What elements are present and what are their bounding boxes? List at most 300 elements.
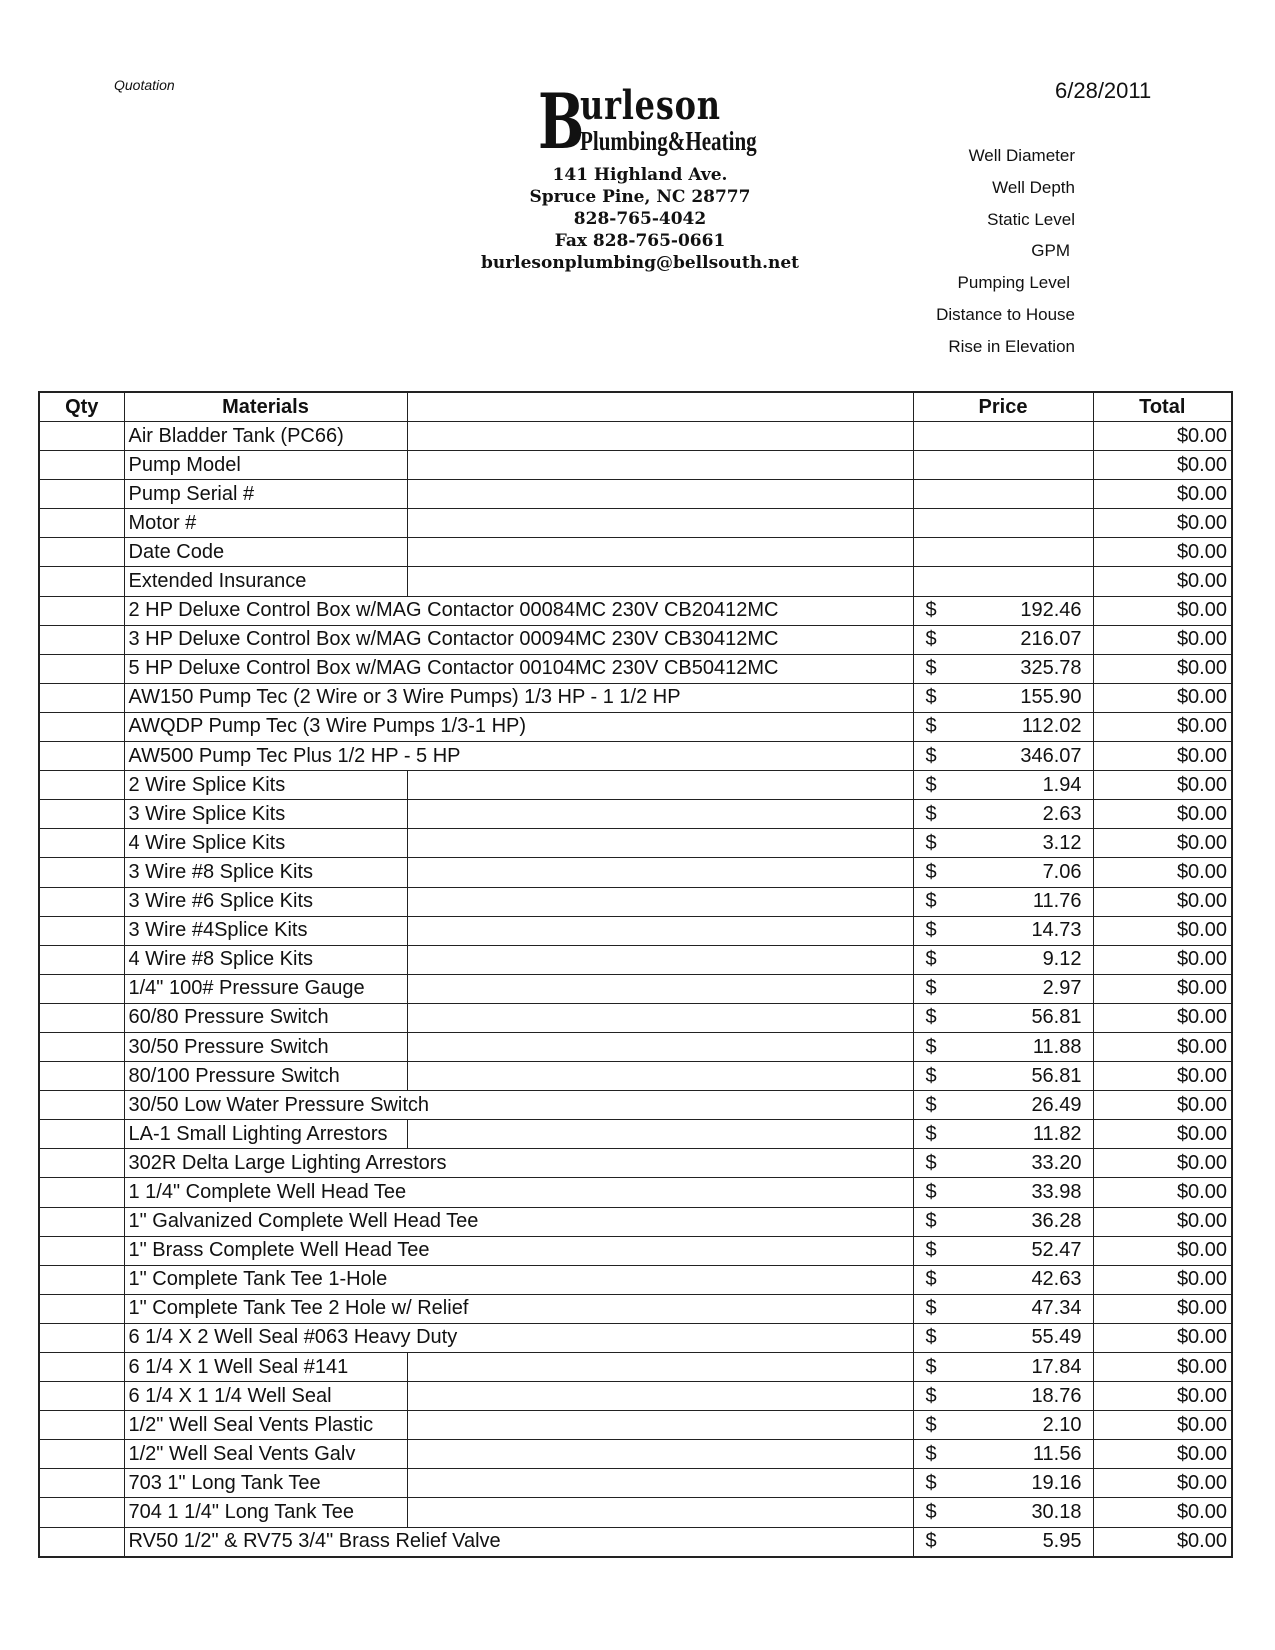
- price-amount: 7.06: [1042, 860, 1082, 883]
- notes-cell: [407, 887, 913, 916]
- material-cell: RV50 1/2" & RV75 3/4" Brass Relief Valve: [124, 1527, 913, 1557]
- price-cell: [913, 625, 1093, 654]
- qty-cell[interactable]: [39, 742, 124, 771]
- price-amount: 216.07: [1020, 628, 1082, 651]
- well-info-label: Well Diameter: [968, 146, 1075, 165]
- currency-symbol: $: [925, 948, 937, 971]
- notes-cell: [407, 1382, 913, 1411]
- total-cell: $0.00: [1093, 596, 1232, 625]
- price-amount: 33.98: [1031, 1180, 1082, 1203]
- notes-cell: [407, 1498, 913, 1527]
- price-cell: [913, 1469, 1093, 1498]
- table-row: [39, 1236, 1232, 1265]
- table-row: [39, 1527, 1232, 1557]
- notes-cell: [407, 1062, 913, 1091]
- table-row: [39, 1411, 1232, 1440]
- material-cell: 80/100 Pressure Switch: [124, 1062, 407, 1091]
- price-cell: [913, 1120, 1093, 1149]
- total-cell: $0.00: [1093, 1440, 1232, 1469]
- notes-cell: [407, 974, 913, 1003]
- total-cell: $0.00: [1093, 858, 1232, 887]
- material-cell: 302R Delta Large Lighting Arrestors: [124, 1149, 913, 1178]
- qty-cell[interactable]: [39, 1003, 124, 1032]
- total-cell: $0.00: [1093, 683, 1232, 712]
- price-amount: 17.84: [1031, 1355, 1082, 1378]
- material-cell: 1/4" 100# Pressure Gauge: [124, 974, 407, 1003]
- notes-cell: [407, 771, 913, 800]
- table-row: [39, 451, 1232, 480]
- material-cell: 704 1 1/4" Long Tank Tee: [124, 1498, 407, 1527]
- qty-cell[interactable]: [39, 1440, 124, 1469]
- table-row: [39, 538, 1232, 567]
- total-cell: $0.00: [1093, 1265, 1232, 1294]
- price-cell: [913, 683, 1093, 712]
- material-cell: 6 1/4 X 2 Well Seal #063 Heavy Duty: [124, 1323, 913, 1352]
- address-city: Spruce Pine, NC 28777: [529, 187, 751, 207]
- currency-symbol: $: [925, 715, 937, 738]
- price-cell: [913, 480, 1093, 509]
- material-cell: 3 Wire Splice Kits: [124, 800, 407, 829]
- qty-cell[interactable]: [39, 858, 124, 887]
- price-cell: [913, 1091, 1093, 1120]
- total-cell: $0.00: [1093, 712, 1232, 741]
- total-cell: $0.00: [1093, 1091, 1232, 1120]
- table-row: [39, 1294, 1232, 1323]
- material-cell: 4 Wire Splice Kits: [124, 829, 407, 858]
- currency-symbol: $: [925, 977, 937, 1000]
- material-cell: AWQDP Pump Tec (3 Wire Pumps 1/3-1 HP): [124, 712, 913, 741]
- material-cell: AW150 Pump Tec (2 Wire or 3 Wire Pumps) 1/3 HP - 1 1/2 HP: [124, 683, 913, 712]
- column-header-blank: [407, 392, 913, 422]
- qty-cell[interactable]: [39, 1382, 124, 1411]
- qty-cell[interactable]: [39, 1469, 124, 1498]
- price-amount: 42.63: [1031, 1268, 1082, 1291]
- total-cell: $0.00: [1093, 538, 1232, 567]
- qty-cell[interactable]: [39, 771, 124, 800]
- qty-cell[interactable]: [39, 538, 124, 567]
- material-cell: 30/50 Low Water Pressure Switch: [124, 1091, 913, 1120]
- price-cell: [913, 1353, 1093, 1382]
- currency-symbol: $: [925, 1180, 937, 1203]
- notes-cell: [407, 1469, 913, 1498]
- qty-cell[interactable]: [39, 1323, 124, 1352]
- price-cell: [913, 1323, 1093, 1352]
- well-info-list: [936, 145, 1075, 368]
- table-row: [39, 1440, 1232, 1469]
- material-cell: 1" Complete Tank Tee 2 Hole w/ Relief: [124, 1294, 913, 1323]
- price-cell: [913, 1003, 1093, 1032]
- notes-cell: [407, 800, 913, 829]
- currency-symbol: $: [925, 1297, 937, 1320]
- currency-symbol: $: [925, 919, 937, 942]
- notes-cell: [407, 567, 913, 596]
- table-row: [39, 422, 1232, 451]
- qty-cell[interactable]: [39, 596, 124, 625]
- total-cell: $0.00: [1093, 1207, 1232, 1236]
- price-amount: 2.10: [1042, 1413, 1082, 1436]
- price-cell: [913, 1382, 1093, 1411]
- qty-cell[interactable]: [39, 1207, 124, 1236]
- price-cell: [913, 1498, 1093, 1527]
- total-cell: $0.00: [1093, 1411, 1232, 1440]
- qty-cell[interactable]: [39, 683, 124, 712]
- total-cell: $0.00: [1093, 1062, 1232, 1091]
- table-row: [39, 858, 1232, 887]
- table-body: [39, 422, 1232, 1557]
- material-cell: 6 1/4 X 1 1/4 Well Seal: [124, 1382, 407, 1411]
- qty-cell[interactable]: [39, 451, 124, 480]
- total-cell: $0.00: [1093, 1236, 1232, 1265]
- price-amount: 325.78: [1020, 657, 1082, 680]
- material-cell: 4 Wire #8 Splice Kits: [124, 945, 407, 974]
- currency-symbol: $: [925, 1501, 937, 1524]
- price-cell: [913, 538, 1093, 567]
- price-cell: [913, 509, 1093, 538]
- qty-cell[interactable]: [39, 1294, 124, 1323]
- company-logo: [538, 77, 757, 166]
- price-cell: [913, 858, 1093, 887]
- material-cell: 1/2" Well Seal Vents Galv: [124, 1440, 407, 1469]
- table-row: [39, 683, 1232, 712]
- material-cell: 1" Complete Tank Tee 1-Hole: [124, 1265, 913, 1294]
- price-amount: 155.90: [1020, 686, 1082, 709]
- price-cell: [913, 1527, 1093, 1557]
- price-amount: 47.34: [1031, 1297, 1082, 1320]
- total-cell: $0.00: [1093, 1527, 1232, 1557]
- price-amount: 11.56: [1032, 1442, 1082, 1465]
- price-cell: [913, 800, 1093, 829]
- qty-cell[interactable]: [39, 654, 124, 683]
- well-info-label: Rise in Elevation: [948, 336, 1075, 356]
- total-cell: $0.00: [1093, 1323, 1232, 1352]
- currency-symbol: $: [925, 1210, 937, 1233]
- material-cell: LA-1 Small Lighting Arrestors: [124, 1120, 407, 1149]
- material-cell: 2 HP Deluxe Control Box w/MAG Contactor 00084MC 230V CB20412MC: [124, 596, 913, 625]
- qty-cell[interactable]: [39, 945, 124, 974]
- price-amount: 112.02: [1021, 715, 1082, 738]
- qty-cell[interactable]: [39, 1265, 124, 1294]
- price-cell: [913, 974, 1093, 1003]
- material-cell: Pump Model: [124, 451, 407, 480]
- total-cell: $0.00: [1093, 451, 1232, 480]
- price-amount: 55.49: [1031, 1326, 1082, 1349]
- total-cell: $0.00: [1093, 1382, 1232, 1411]
- material-cell: Motor #: [124, 509, 407, 538]
- notes-cell: [407, 1440, 913, 1469]
- currency-symbol: $: [925, 890, 937, 913]
- qty-cell[interactable]: [39, 1178, 124, 1207]
- price-amount: 18.76: [1031, 1384, 1082, 1407]
- total-cell: $0.00: [1093, 625, 1232, 654]
- table-row: [39, 654, 1232, 683]
- price-cell: [913, 712, 1093, 741]
- well-info-label: Distance to House: [936, 304, 1075, 324]
- material-cell: Air Bladder Tank (PC66): [124, 422, 407, 451]
- address-street: 141 Highland Ave.: [552, 165, 728, 185]
- qty-cell[interactable]: [39, 1149, 124, 1178]
- material-cell: Date Code: [124, 538, 407, 567]
- material-cell: 703 1" Long Tank Tee: [124, 1469, 407, 1498]
- qty-cell[interactable]: [39, 829, 124, 858]
- price-amount: 52.47: [1031, 1239, 1082, 1262]
- qty-cell[interactable]: [39, 567, 124, 596]
- currency-symbol: $: [925, 686, 937, 709]
- price-cell: [913, 1440, 1093, 1469]
- qty-cell[interactable]: [39, 974, 124, 1003]
- material-cell: 3 HP Deluxe Control Box w/MAG Contactor 00094MC 230V CB30412MC: [124, 625, 913, 654]
- table-row: [39, 625, 1232, 654]
- table-row: [39, 567, 1232, 596]
- table-row: [39, 945, 1232, 974]
- total-cell: $0.00: [1093, 974, 1232, 1003]
- price-cell: [913, 1236, 1093, 1265]
- currency-symbol: $: [925, 860, 937, 883]
- quotation-table: [38, 391, 1233, 1558]
- price-amount: 56.81: [1031, 1064, 1082, 1087]
- qty-cell[interactable]: [39, 1411, 124, 1440]
- currency-symbol: $: [925, 628, 937, 651]
- currency-symbol: $: [925, 1413, 937, 1436]
- currency-symbol: $: [925, 599, 937, 622]
- notes-cell: [407, 480, 913, 509]
- address-fax: Fax 828-765-0661: [554, 231, 726, 251]
- notes-cell: [407, 1353, 913, 1382]
- price-cell: [913, 1207, 1093, 1236]
- quote-date: 6/28/2011: [1055, 78, 1152, 103]
- qty-cell[interactable]: [39, 800, 124, 829]
- currency-symbol: $: [925, 1384, 937, 1407]
- qty-cell[interactable]: [39, 916, 124, 945]
- total-cell: $0.00: [1093, 1498, 1232, 1527]
- price-amount: 11.76: [1032, 890, 1082, 913]
- material-cell: 2 Wire Splice Kits: [124, 771, 407, 800]
- table-row: [39, 771, 1232, 800]
- notes-cell: [407, 829, 913, 858]
- price-amount: 192.46: [1020, 599, 1082, 622]
- total-cell: $0.00: [1093, 1149, 1232, 1178]
- price-cell: [913, 451, 1093, 480]
- price-cell: [913, 422, 1093, 451]
- table-row: [39, 916, 1232, 945]
- price-amount: 11.82: [1032, 1122, 1082, 1145]
- price-amount: 30.18: [1031, 1501, 1082, 1524]
- qty-cell[interactable]: [39, 712, 124, 741]
- total-cell: $0.00: [1093, 771, 1232, 800]
- notes-cell: [407, 858, 913, 887]
- qty-cell[interactable]: [39, 1353, 124, 1382]
- price-cell: [913, 945, 1093, 974]
- notes-cell: [407, 945, 913, 974]
- qty-cell[interactable]: [39, 1236, 124, 1265]
- address-email: burlesonplumbing@bellsouth.net: [480, 253, 800, 273]
- price-amount: 19.16: [1031, 1471, 1082, 1494]
- column-header-total: Total: [1093, 392, 1232, 422]
- price-cell: [913, 771, 1093, 800]
- total-cell: $0.00: [1093, 1353, 1232, 1382]
- total-cell: $0.00: [1093, 1032, 1232, 1061]
- price-cell: [913, 1149, 1093, 1178]
- price-cell: [913, 654, 1093, 683]
- qty-cell[interactable]: [39, 1091, 124, 1120]
- table-row: [39, 480, 1232, 509]
- total-cell: $0.00: [1093, 480, 1232, 509]
- qty-cell[interactable]: [39, 1120, 124, 1149]
- table-row: [39, 1003, 1232, 1032]
- currency-symbol: $: [925, 802, 937, 825]
- currency-symbol: $: [925, 657, 937, 680]
- qty-cell[interactable]: [39, 1527, 124, 1557]
- table-row: [39, 1149, 1232, 1178]
- total-cell: $0.00: [1093, 916, 1232, 945]
- qty-cell[interactable]: [39, 625, 124, 654]
- currency-symbol: $: [925, 1530, 937, 1553]
- total-cell: $0.00: [1093, 945, 1232, 974]
- currency-symbol: $: [925, 1035, 937, 1058]
- qty-cell[interactable]: [39, 422, 124, 451]
- price-amount: 9.12: [1042, 948, 1082, 971]
- column-header-materials: Materials: [124, 392, 407, 422]
- table-row: [39, 742, 1232, 771]
- table-row: [39, 509, 1232, 538]
- currency-symbol: $: [925, 1064, 937, 1087]
- total-cell: $0.00: [1093, 509, 1232, 538]
- qty-cell[interactable]: [39, 1032, 124, 1061]
- column-header-price: Price: [913, 392, 1093, 422]
- currency-symbol: $: [925, 1326, 937, 1349]
- table-row: [39, 1265, 1232, 1294]
- total-cell: $0.00: [1093, 887, 1232, 916]
- table-row: [39, 1498, 1232, 1527]
- notes-cell: [407, 451, 913, 480]
- total-cell: $0.00: [1093, 800, 1232, 829]
- table-row: [39, 800, 1232, 829]
- price-cell: [913, 1062, 1093, 1091]
- price-cell: [913, 742, 1093, 771]
- table-row: [39, 712, 1232, 741]
- material-cell: 1" Brass Complete Well Head Tee: [124, 1236, 913, 1265]
- price-cell: [913, 916, 1093, 945]
- currency-symbol: $: [925, 1355, 937, 1378]
- well-info-label: Pumping Level: [957, 273, 1070, 293]
- currency-symbol: $: [925, 1268, 937, 1291]
- table-header-row: [39, 392, 1232, 422]
- material-cell: Extended Insurance: [124, 567, 407, 596]
- well-info-label: GPM: [1031, 241, 1070, 261]
- logo-word-trade: Plumbing&Heating: [580, 126, 757, 156]
- qty-cell[interactable]: [39, 1062, 124, 1091]
- company-address: [440, 164, 840, 274]
- notes-cell: [407, 1003, 913, 1032]
- qty-cell[interactable]: [39, 1498, 124, 1527]
- price-amount: 3.12: [1042, 831, 1082, 854]
- currency-symbol: $: [925, 831, 937, 854]
- total-cell: $0.00: [1093, 829, 1232, 858]
- qty-cell[interactable]: [39, 509, 124, 538]
- price-cell: [913, 1178, 1093, 1207]
- price-amount: 33.20: [1031, 1151, 1082, 1174]
- table-row: [39, 1032, 1232, 1061]
- total-cell: $0.00: [1093, 654, 1232, 683]
- material-cell: 60/80 Pressure Switch: [124, 1003, 407, 1032]
- currency-symbol: $: [925, 773, 937, 796]
- notes-cell: [407, 538, 913, 567]
- price-amount: 11.88: [1032, 1035, 1082, 1058]
- price-amount: 2.97: [1042, 977, 1082, 1000]
- price-cell: [913, 829, 1093, 858]
- total-cell: $0.00: [1093, 1294, 1232, 1323]
- logo-word-company: urleson: [580, 82, 721, 129]
- price-amount: 1.94: [1042, 773, 1082, 796]
- currency-symbol: $: [925, 1442, 937, 1465]
- currency-symbol: $: [925, 1093, 937, 1116]
- logo-letter: B: [538, 77, 585, 166]
- table-row: [39, 1178, 1232, 1207]
- price-amount: 5.95: [1042, 1530, 1082, 1553]
- currency-symbol: $: [925, 1006, 937, 1029]
- material-cell: 5 HP Deluxe Control Box w/MAG Contactor 00104MC 230V CB50412MC: [124, 654, 913, 683]
- currency-symbol: $: [925, 1151, 937, 1174]
- table-row: [39, 974, 1232, 1003]
- price-amount: 36.28: [1031, 1210, 1082, 1233]
- qty-cell[interactable]: [39, 480, 124, 509]
- price-cell: [913, 1411, 1093, 1440]
- table-row: [39, 1091, 1232, 1120]
- total-cell: $0.00: [1093, 1178, 1232, 1207]
- notes-cell: [407, 509, 913, 538]
- table-row: [39, 1382, 1232, 1411]
- total-cell: $0.00: [1093, 1120, 1232, 1149]
- well-info-label: Static Level: [987, 209, 1075, 229]
- material-cell: AW500 Pump Tec Plus 1/2 HP - 5 HP: [124, 742, 913, 771]
- price-cell: [913, 596, 1093, 625]
- currency-symbol: $: [925, 1471, 937, 1494]
- table-row: [39, 596, 1232, 625]
- document-type-label: Quotation: [114, 77, 175, 93]
- material-cell: 1 1/4" Complete Well Head Tee: [124, 1178, 913, 1207]
- well-info-label: Well Depth: [992, 177, 1075, 197]
- total-cell: $0.00: [1093, 742, 1232, 771]
- price-cell: [913, 1032, 1093, 1061]
- price-amount: 346.07: [1020, 744, 1082, 767]
- material-cell: 6 1/4 X 1 Well Seal #141: [124, 1353, 407, 1382]
- table-row: [39, 887, 1232, 916]
- table-row: [39, 829, 1232, 858]
- table-row: [39, 1120, 1232, 1149]
- material-cell: Pump Serial #: [124, 480, 407, 509]
- address-phone: 828-765-4042: [573, 209, 707, 229]
- notes-cell: [407, 916, 913, 945]
- material-cell: 3 Wire #4Splice Kits: [124, 916, 407, 945]
- material-cell: 1" Galvanized Complete Well Head Tee: [124, 1207, 913, 1236]
- material-cell: 3 Wire #8 Splice Kits: [124, 858, 407, 887]
- notes-cell: [407, 422, 913, 451]
- notes-cell: [407, 1032, 913, 1061]
- qty-cell[interactable]: [39, 887, 124, 916]
- total-cell: $0.00: [1093, 422, 1232, 451]
- price-amount: 14.73: [1031, 919, 1082, 942]
- currency-symbol: $: [925, 1122, 937, 1145]
- total-cell: $0.00: [1093, 567, 1232, 596]
- table-row: [39, 1469, 1232, 1498]
- material-cell: 3 Wire #6 Splice Kits: [124, 887, 407, 916]
- price-cell: [913, 567, 1093, 596]
- notes-cell: [407, 1411, 913, 1440]
- price-cell: [913, 887, 1093, 916]
- currency-symbol: $: [925, 744, 937, 767]
- price-amount: 26.49: [1031, 1093, 1082, 1116]
- material-cell: 1/2" Well Seal Vents Plastic: [124, 1411, 407, 1440]
- column-header-qty: Qty: [39, 392, 124, 422]
